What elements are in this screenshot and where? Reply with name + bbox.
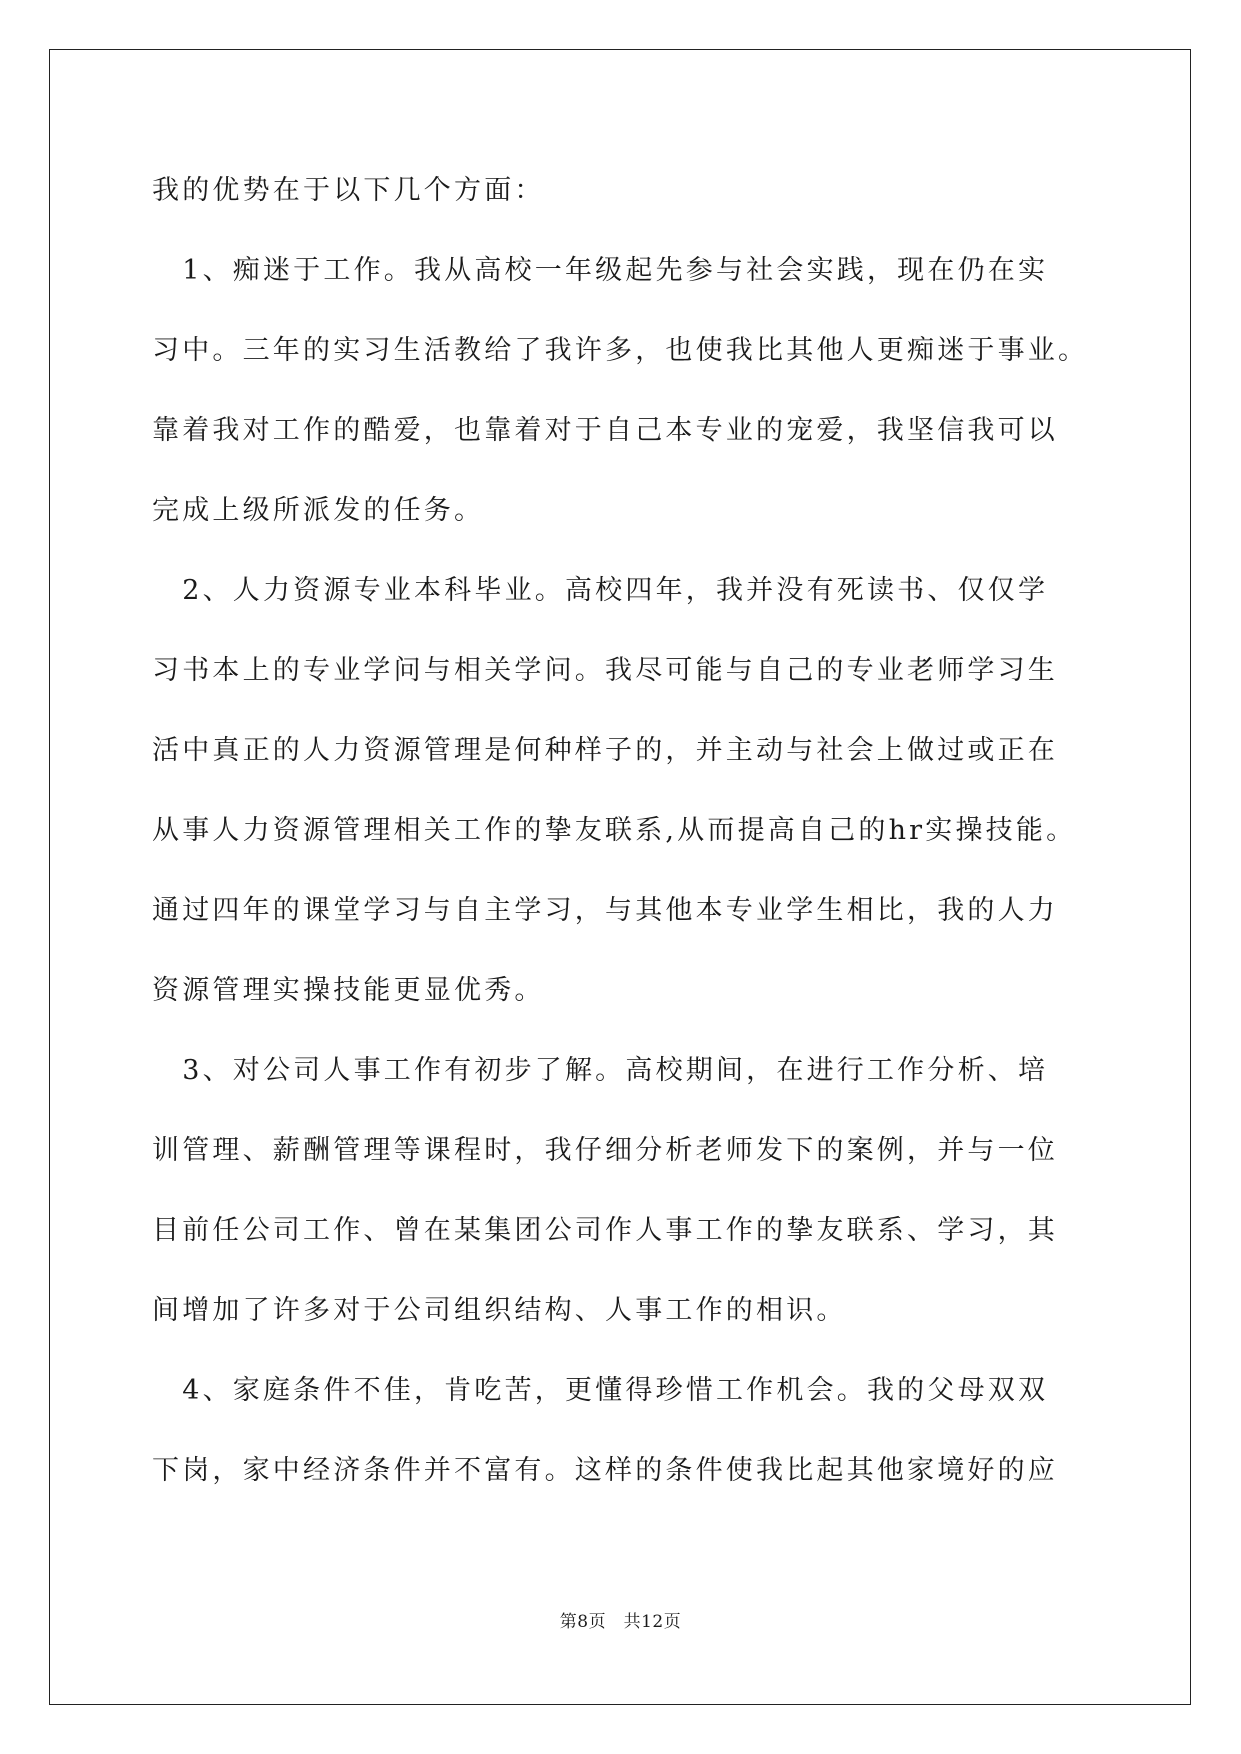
text-line: 4、家庭条件不佳，肯吃苦，更懂得珍惜工作机会。我的父母双双 — [152, 1375, 1049, 1406]
text-line: 活中真正的人力资源管理是何种样子的，并主动与社会上做过或正在 — [152, 735, 1058, 766]
text-line: 资源管理实操技能更显优秀。 — [152, 975, 545, 1006]
text-line: 训管理、薪酬管理等课程时，我仔细分析老师发下的案例，并与一位 — [152, 1135, 1058, 1166]
text-line: 3、对公司人事工作有初步了解。高校期间，在进行工作分析、培 — [152, 1055, 1049, 1086]
text-line: 目前任公司工作、曾在某集团公司作人事工作的挚友联系、学习，其 — [152, 1215, 1058, 1246]
text-line: 完成上级所派发的任务。 — [152, 495, 485, 526]
text-line: 间增加了许多对于公司组织结构、人事工作的相识。 — [152, 1295, 847, 1326]
text-line: 靠着我对工作的酷爱，也靠着对于自己本专业的宠爱，我坚信我可以 — [152, 415, 1058, 446]
text-line: 1、痴迷于工作。我从高校一年级起先参与社会实践，现在仍在实 — [152, 255, 1049, 286]
text-line: 我的优势在于以下几个方面： — [152, 175, 545, 206]
page-number-footer: 第8页 共12页 — [559, 1612, 682, 1632]
text-line: 通过四年的课堂学习与自主学习，与其他本专业学生相比，我的人力 — [152, 895, 1058, 926]
text-line: 从事人力资源管理相关工作的挚友联系,从而提高自己的hr实操技能。 — [152, 815, 1077, 846]
text-line: 习书本上的专业学问与相关学问。我尽可能与自己的专业老师学习生 — [152, 655, 1058, 686]
text-line: 下岗，家中经济条件并不富有。这样的条件使我比起其他家境好的应 — [152, 1455, 1058, 1486]
text-line: 2、人力资源专业本科毕业。高校四年，我并没有死读书、仅仅学 — [152, 575, 1049, 606]
text-line: 习中。三年的实习生活教给了我许多，也使我比其他人更痴迷于事业。 — [152, 335, 1089, 366]
